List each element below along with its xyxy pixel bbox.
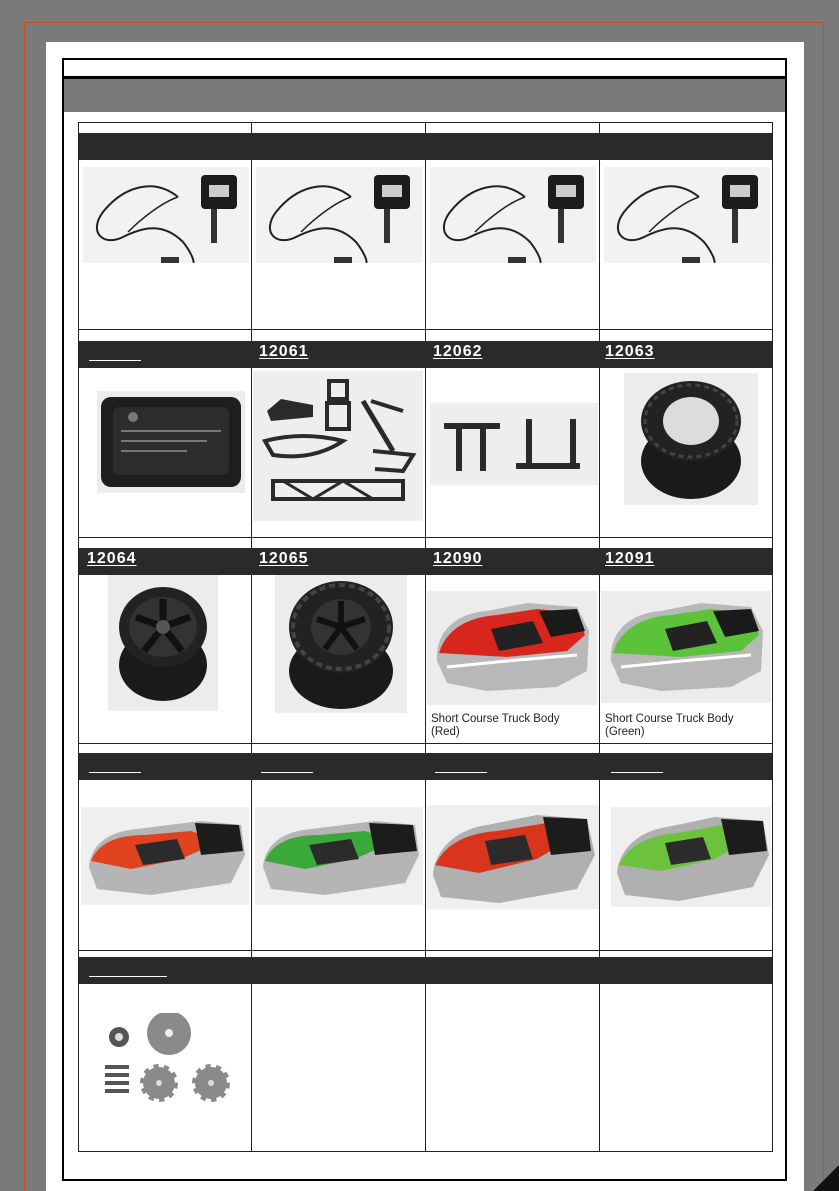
part-number: 12065 — [259, 550, 309, 567]
part-number-blank — [89, 772, 141, 773]
row-header-band — [79, 341, 772, 368]
charger-icon — [83, 167, 249, 263]
truck-body-red-icon — [427, 805, 599, 909]
tire-icon — [624, 373, 758, 505]
truck-body-green-icon — [255, 807, 423, 905]
charger-icon — [256, 167, 422, 263]
row-header-band — [79, 133, 772, 160]
charger-icon — [604, 167, 770, 263]
row-header-band — [79, 753, 772, 780]
battery-charger-icon — [97, 391, 245, 493]
row-divider — [79, 743, 772, 744]
part-number: 12090 — [433, 550, 483, 567]
wheel-rim-icon — [108, 575, 218, 711]
column-divider — [599, 123, 600, 1151]
part-number: 12063 — [605, 343, 655, 360]
part-number-blank — [611, 772, 663, 773]
part-number: 12091 — [605, 550, 655, 567]
part-caption: Short Course Truck Body (Green) — [605, 713, 734, 738]
part-number-blank — [89, 360, 141, 361]
truck-body-red-icon — [81, 807, 249, 905]
part-caption: Short Course Truck Body (Red) — [431, 713, 560, 738]
slipper-clutch-parts-icon — [99, 1013, 239, 1113]
part-number-blank — [89, 976, 167, 977]
row-divider — [79, 537, 772, 538]
footer-note — [62, 1184, 522, 1191]
page-corner-mark — [813, 1165, 839, 1191]
wheel-tire-icon — [275, 575, 407, 713]
chassis-bumper-parts-icon — [253, 371, 423, 521]
column-divider — [425, 123, 426, 1151]
row-header-band — [79, 548, 772, 575]
row-header-band — [79, 957, 772, 984]
truck-body-green-icon — [601, 591, 771, 703]
truck-body-red-icon — [427, 591, 597, 705]
part-number-blank — [261, 772, 313, 773]
body-post-icon — [430, 403, 598, 485]
column-divider — [251, 123, 252, 1151]
part-number: 12064 — [87, 550, 137, 567]
header-bar — [64, 76, 785, 112]
charger-icon — [430, 167, 596, 263]
parts-table — [78, 122, 773, 1152]
part-number: 12061 — [259, 343, 309, 360]
part-number-blank — [435, 772, 487, 773]
row-divider — [79, 950, 772, 951]
row-divider — [79, 329, 772, 330]
part-number: 12062 — [433, 343, 483, 360]
truck-body-green-icon — [611, 807, 771, 907]
